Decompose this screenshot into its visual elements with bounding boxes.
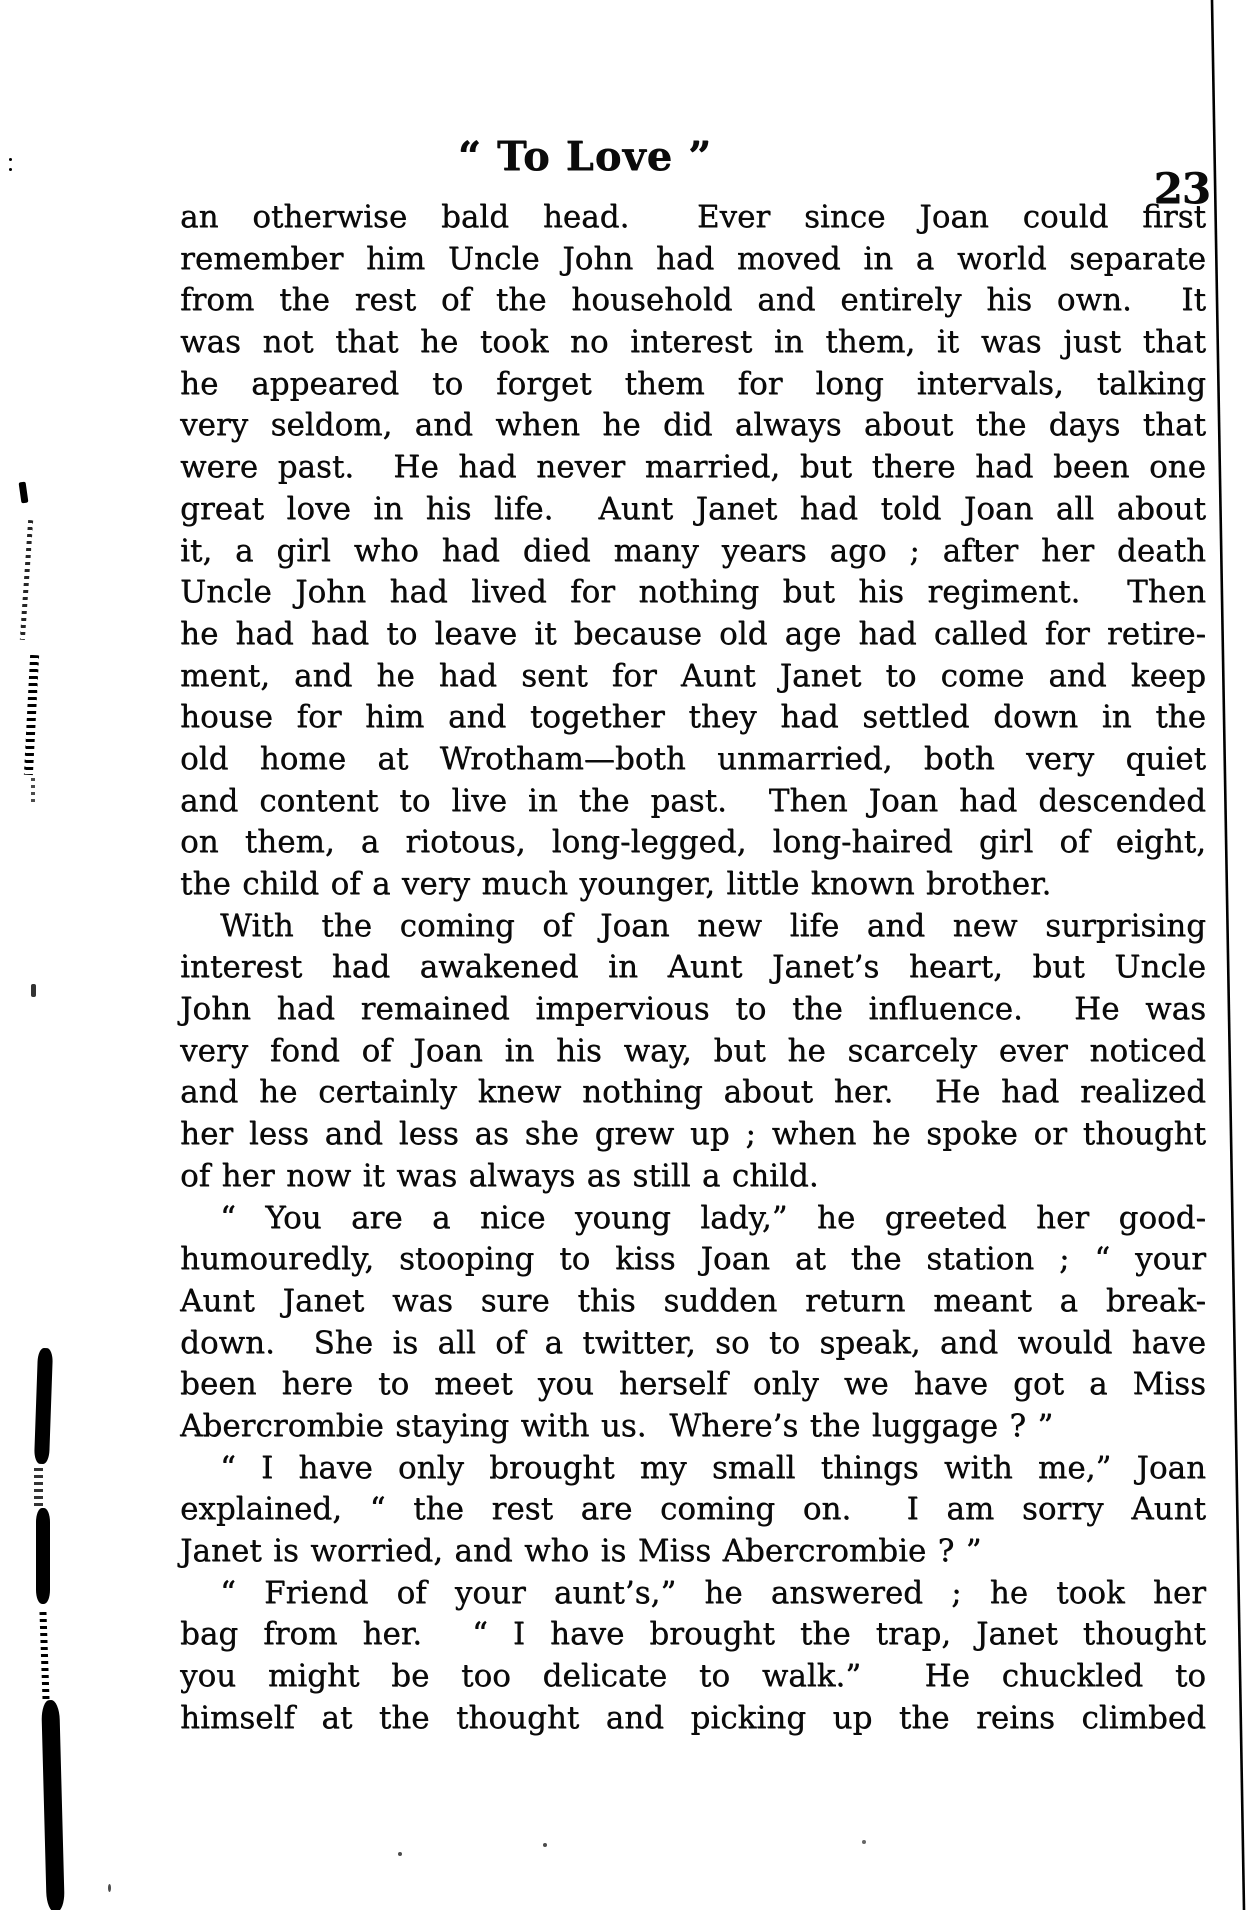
gutter-mark [31,984,36,997]
scan-speck [9,168,12,171]
text-line: been here to meet you herself only we have got a Miss [180,1366,1206,1403]
text-line: Janet is worried, and who is Miss Abercrombie ? ” [180,1533,982,1569]
scan-speck [108,1884,111,1892]
text-line: on them, a riotous, long-legged, long-haired girl of eight, [180,824,1206,861]
gutter-streak [31,778,35,806]
gutter-mark [19,482,29,504]
scan-speck [862,1840,866,1844]
text-line: interest had awakened in Aunt Janet’s heart, but Uncle [180,949,1206,986]
text-line: from the rest of the household and entirely his own. It [180,282,1206,319]
text-line: you might be too delicate to walk.” He chuckled to [180,1658,1206,1695]
scan-speck [9,158,12,161]
text-line: Abercrombie staying with us. Where’s the luggage ? ” [180,1407,1054,1444]
text-line: an otherwise bald head. Ever since Joan could first [180,199,1206,235]
gutter-streak [36,1508,50,1604]
gutter-streak [24,655,39,775]
text-line: he appeared to forget them for long intervals, talking [180,365,1206,402]
text-line: down. She is all of a twitter, so to speak, and would have [180,1324,1206,1361]
text-line: he had had to leave it because old age had called for retire- [180,615,1206,652]
text-line: remember him Uncle John had moved in a world separate [180,240,1206,277]
text-line: “ You are a nice young lady,” he greeted her good- [220,1199,1206,1236]
text-line: was not that he took no interest in them, it was just that [180,324,1206,361]
text-line: explained, “ the rest are coming on. I am sorry Aunt [180,1491,1206,1528]
gutter-streak [34,1468,43,1506]
text-line: the child of a very much younger, little known brother. [180,866,1052,902]
text-line: John had remained impervious to the influence. He was [180,991,1206,1028]
text-line: bag from her. “ I have brought the trap, Janet thought [180,1616,1206,1653]
text-line: Uncle John had lived for nothing but his regiment. Then [180,574,1206,611]
text-line: were past. He had never married, but there had been one [180,449,1206,486]
text-line: and content to live in the past. Then Joan had descended [180,782,1206,819]
gutter-streak [39,1612,49,1700]
gutter-streak [20,520,33,640]
text-line: “ Friend of your aunt’s,” he answered ; he took her [220,1574,1206,1611]
scan-speck [543,1843,547,1847]
text-line: great love in his life. Aunt Janet had told Joan all about [180,490,1206,527]
page-number: 23 [1153,164,1210,213]
body-text [180,197,1206,1739]
text-line: her less and less as she grew up ; when he spoke or thought [180,1116,1206,1153]
gutter-streak [34,1348,53,1464]
text-line: house for him and together they had settled down in the [180,699,1206,736]
text-line: ment, and he had sent for Aunt Janet to come and keep [180,657,1206,694]
text-line: “ I have only brought my small things with me,” Joan [220,1449,1206,1486]
text-line: of her now it was always as still a child. [180,1157,819,1194]
text-line: it, a girl who had died many years ago ; after her death [180,532,1206,569]
text-line: Aunt Janet was sure this sudden return meant a break- [180,1282,1206,1319]
page-title: “ To Love ” [457,133,713,180]
text-line: very fond of Joan in his way, but he scarcely ever noticed [180,1032,1206,1069]
text-line: With the coming of Joan new life and new surprising [220,907,1206,944]
text-line: himself at the thought and picking up the reins climbed [180,1699,1206,1736]
scan-speck [398,1852,402,1856]
text-line: very seldom, and when he did always about the days that [180,407,1206,444]
text-line: humouredly, stooping to kiss Joan at the station ; “ your [180,1241,1206,1278]
text-line: old home at Wrotham—both unmarried, both very quiet [180,740,1206,777]
gutter-streak [41,1700,65,1910]
text-line: and he certainly knew nothing about her. He had realized [180,1074,1206,1111]
